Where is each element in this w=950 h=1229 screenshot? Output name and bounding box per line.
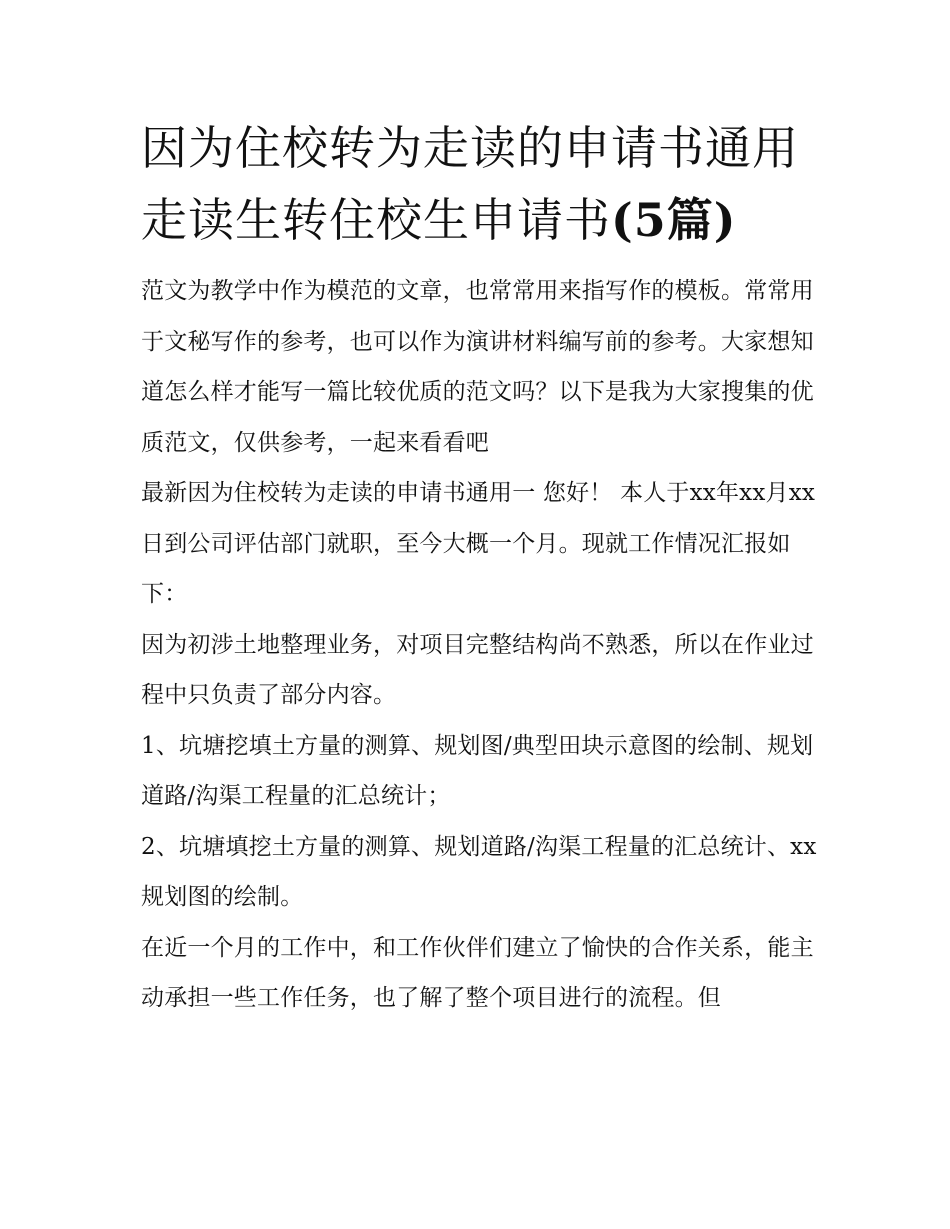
paragraph-item-1: 1、坑塘挖填土方量的测算、规划图/典型田块示意图的绘制、规划道路/沟渠工程量的汇总统计； bbox=[141, 732, 814, 809]
paragraph-summary: 在近一个月的工作中，和工作伙伴们建立了愉快的合作关系，能主动承担一些工作任务，也了解了整个项目进行的流程。但 bbox=[141, 934, 814, 1011]
paragraph-item-2: 2、坑塘填挖土方量的测算、规划道路/沟渠工程量的汇总统计、xx规划图的绘制。 bbox=[141, 833, 817, 910]
document-page bbox=[141, 112, 817, 1024]
paragraph-intro: 范文为教学中作为模范的文章，也常常用来指写作的模板。常常用于文秘写作的参考，也可以作为演讲材料编写前的参考。大家想知道怎么样才能写一篇比较优质的范文吗？以下是我为大家搜集的优质范文，仅供参考，一起来看看吧 bbox=[141, 278, 814, 456]
paragraph-greeting: 最新因为住校转为走读的申请书通用一 您好！ 本人于xx年xx月xx日到公司评估部门就职，至今大概一个月。现就工作情况汇报如下： bbox=[141, 480, 816, 607]
document-title: 因为住校转为走读的申请书通用 走读生转住校生申请书(5篇) bbox=[141, 121, 799, 247]
title-count-suffix: (5篇) bbox=[611, 193, 737, 247]
paragraph-background: 因为初涉土地整理业务，对项目完整结构尚不熟悉，所以在作业过程中只负责了部分内容。 bbox=[141, 631, 814, 708]
